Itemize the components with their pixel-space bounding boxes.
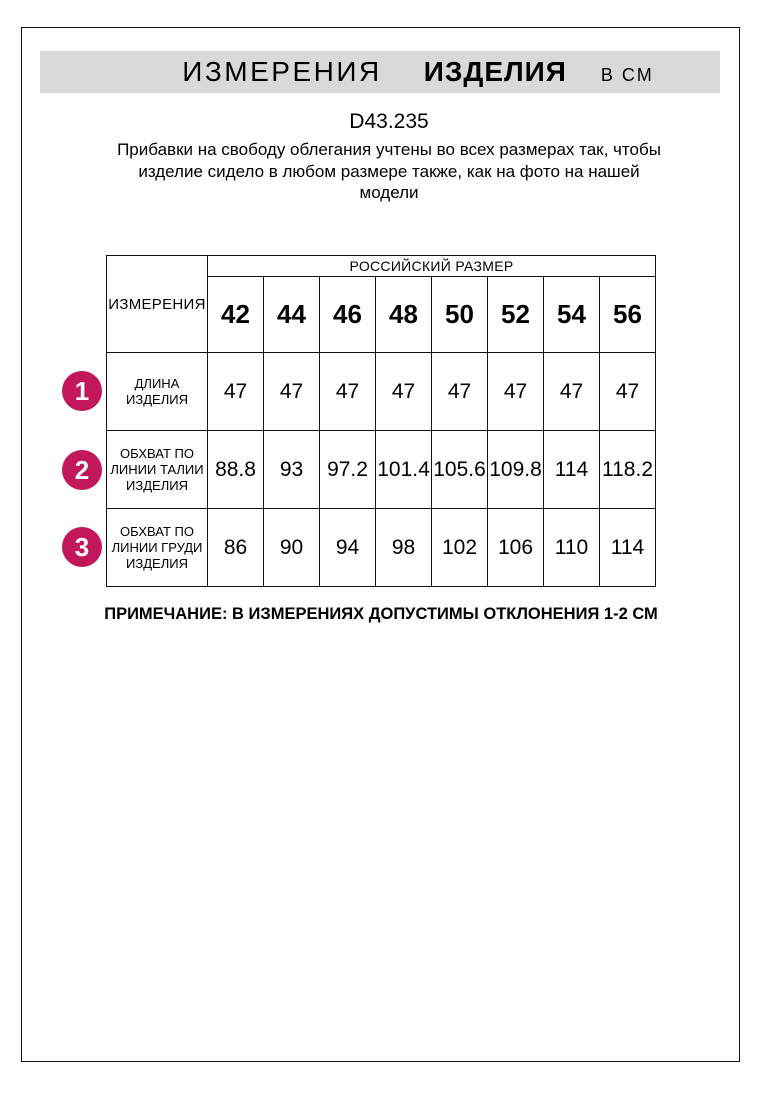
- tolerance-note: ПРИМЕЧАНИЕ: В ИЗМЕРЕНИЯХ ДОПУСТИМЫ ОТКЛОНЕНИЯ 1-2 СМ: [104, 605, 658, 623]
- size-header: 56: [600, 277, 656, 353]
- cell-value: 94: [320, 509, 376, 587]
- header-bar: [40, 51, 720, 93]
- cell-value: 47: [264, 353, 320, 431]
- measurements-column-header: ИЗМЕРЕНИЯ: [107, 256, 208, 353]
- cell-value: 102: [432, 509, 488, 587]
- cell-value: 114: [544, 431, 600, 509]
- model-code: D43.235: [349, 110, 429, 133]
- cell-value: 47: [544, 353, 600, 431]
- size-header: 52: [488, 277, 544, 353]
- fit-description-line: модели: [359, 183, 419, 202]
- row-label: ОБХВАТ ПО ЛИНИИ ГРУДИ ИЗДЕЛИЯ: [107, 509, 208, 587]
- cell-value: 47: [432, 353, 488, 431]
- cell-value: 101.4: [376, 431, 432, 509]
- size-header: 54: [544, 277, 600, 353]
- size-group-header-row: [107, 256, 656, 277]
- title-measurements: ИЗМЕРЕНИЯ: [182, 56, 382, 87]
- cell-value: 47: [320, 353, 376, 431]
- cell-value: 98: [376, 509, 432, 587]
- fit-description-line: Прибавки на свободу облегания учтены во всех размерах так, чтобы: [117, 140, 661, 159]
- size-group-header: РОССИЙСКИЙ РАЗМЕР: [208, 256, 656, 277]
- cell-value: 90: [264, 509, 320, 587]
- cell-value: 114: [600, 509, 656, 587]
- table-row-chest: [107, 509, 656, 587]
- cell-value: 106: [488, 509, 544, 587]
- size-header: 42: [208, 277, 264, 353]
- size-table: [106, 255, 656, 587]
- cell-value: 47: [208, 353, 264, 431]
- header-title-group: [182, 56, 653, 88]
- cell-value: 110: [544, 509, 600, 587]
- cell-value: 86: [208, 509, 264, 587]
- cell-value: 93: [264, 431, 320, 509]
- size-header: 48: [376, 277, 432, 353]
- title-product: ИЗДЕЛИЯ: [423, 56, 567, 87]
- row-label: ОБХВАТ ПО ЛИНИИ ТАЛИИ ИЗДЕЛИЯ: [107, 431, 208, 509]
- title-unit-cm: В СМ: [600, 65, 654, 85]
- fit-description: [0, 139, 778, 204]
- cell-value: 105.6: [432, 431, 488, 509]
- size-header: 44: [264, 277, 320, 353]
- row-label: ДЛИНА ИЗДЕЛИЯ: [107, 353, 208, 431]
- size-header: 50: [432, 277, 488, 353]
- fit-description-line: изделие сидело в любом размере также, как на фото на нашей: [138, 161, 640, 181]
- size-header: 46: [320, 277, 376, 353]
- row-number-badge-2: 2: [62, 450, 102, 490]
- cell-value: 97.2: [320, 431, 376, 509]
- cell-value: 47: [488, 353, 544, 431]
- cell-value: 47: [600, 353, 656, 431]
- row-number-badge-3: 3: [62, 527, 102, 567]
- table-row-length: [107, 353, 656, 431]
- cell-value: 118.2: [600, 431, 656, 509]
- table-row-waist: [107, 431, 656, 509]
- cell-value: 109.8: [488, 431, 544, 509]
- cell-value: 47: [376, 353, 432, 431]
- cell-value: 88.8: [208, 431, 264, 509]
- row-number-badge-1: 1: [62, 371, 102, 411]
